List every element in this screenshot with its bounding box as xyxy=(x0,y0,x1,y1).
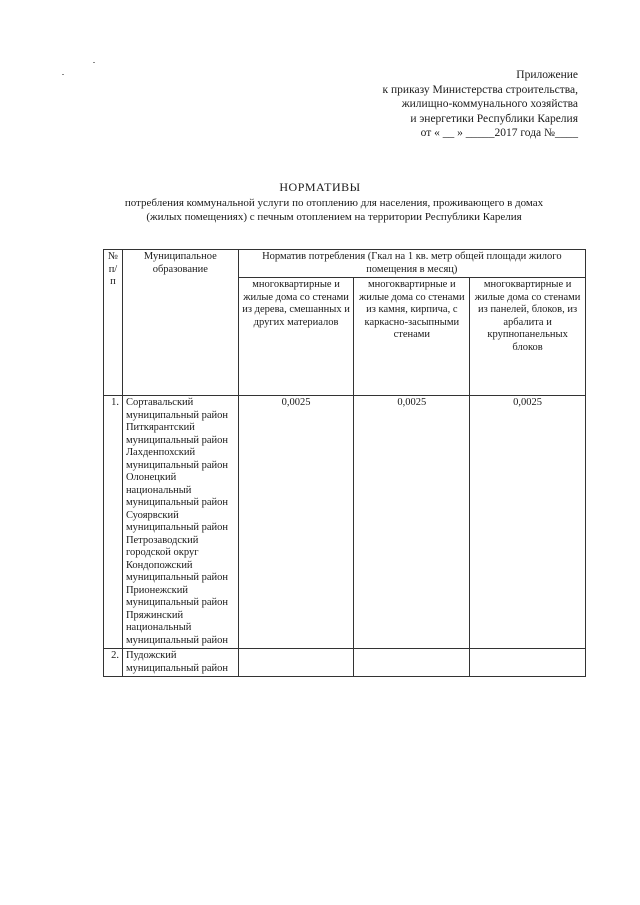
municipality-name: Пудожский муниципальный район xyxy=(122,649,238,677)
subtitle-line: потребления коммунальной услуги по отоплению для населения, проживающего в домах xyxy=(124,197,544,209)
municipality-name: Питкярантский муниципальный район xyxy=(125,422,229,446)
document-subtitle xyxy=(90,197,578,224)
municipality-name: Петрозаводский городской округ xyxy=(125,534,199,558)
norm-value-stone: 0,0025 xyxy=(354,396,470,649)
header-number: № п/п xyxy=(104,250,123,396)
appendix-line: жилищно-коммунального хозяйства xyxy=(401,98,578,110)
scan-speck xyxy=(62,74,64,75)
subheader-stone: многоквартирные и жилые дома со стенами из камня, кирпича, с каркасно-засыпными стенами xyxy=(354,278,470,396)
municipality-list xyxy=(122,396,238,649)
norm-value-panel xyxy=(470,649,586,677)
norms-table xyxy=(103,249,586,677)
municipality-name: Суоярвский муниципальный район xyxy=(125,509,229,533)
norm-value-panel: 0,0025 xyxy=(470,396,586,649)
appendix-line: от « __ » _____2017 года №____ xyxy=(420,127,578,139)
table-header-row xyxy=(104,250,586,278)
header-norm: Норматив потребления (Гкал на 1 кв. метр общей площади жилого помещения в месяц) xyxy=(238,250,585,278)
appendix-line: к приказу Министерства строительства, xyxy=(382,83,578,96)
municipality-name: Лахденпохский муниципальный район xyxy=(125,447,229,471)
row-number: 2. xyxy=(104,649,123,677)
table-row xyxy=(104,649,586,677)
municipality-name: Олонецкий национальный муниципальный район xyxy=(125,472,229,508)
header-municipality: Муниципальное образование xyxy=(122,250,238,396)
appendix-block xyxy=(383,68,578,141)
subtitle-line: (жилых помещениях) с печным отоплением на территории Республики Карелия xyxy=(146,210,522,223)
appendix-line: и энергетики Республики Карелия xyxy=(410,112,578,125)
document-title: НОРМАТИВЫ xyxy=(279,180,361,194)
appendix-line: Приложение xyxy=(516,69,578,81)
subheader-panel: многоквартирные и жилые дома со стенами из панелей, блоков, из арбалита и крупнопанельных блоков xyxy=(470,278,586,396)
table-row xyxy=(104,396,586,649)
municipality-name: Сортавальский муниципальный район xyxy=(125,397,229,421)
scan-speck xyxy=(93,62,95,63)
municipality-name: Прионежский муниципальный район xyxy=(125,584,229,608)
municipality-name: Кондопожский муниципальный район xyxy=(125,559,229,583)
municipality-name: Пряжинский национальный муниципальный район xyxy=(125,609,229,646)
norm-value-wood: 0,0025 xyxy=(238,396,354,649)
norm-value-wood xyxy=(238,649,354,677)
row-number: 1. xyxy=(104,396,123,649)
norm-value-stone xyxy=(354,649,470,677)
subheader-wood: многоквартирные и жилые дома со стенами из дерева, смешанных и других материалов xyxy=(238,278,354,396)
